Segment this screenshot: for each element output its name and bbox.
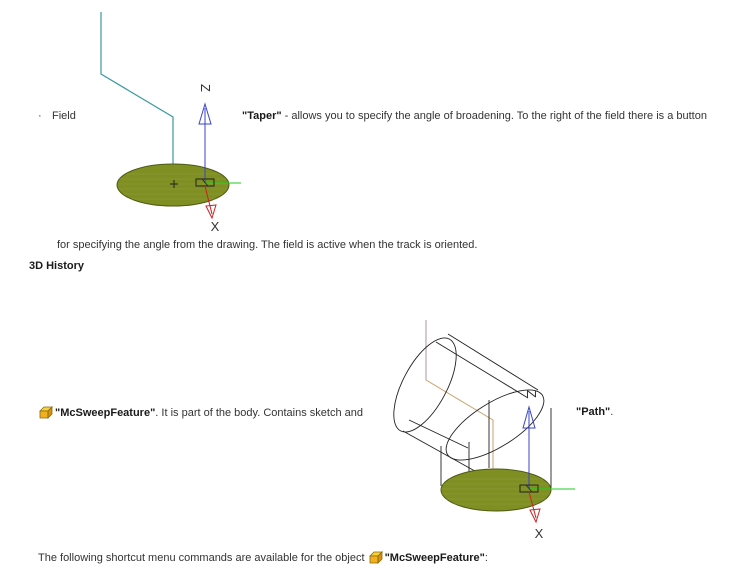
sweep-x-axis-label: X — [534, 526, 544, 541]
taper-description — [242, 110, 707, 122]
footer-suffix: : — [484, 552, 488, 564]
sweep-feature-icon — [368, 551, 383, 564]
feature-term: "McSweepFeature" — [55, 407, 156, 419]
section-heading: 3D History — [29, 260, 85, 272]
feature-description — [38, 406, 363, 419]
shortcut-menu-intro — [38, 551, 488, 564]
taper-text: - allows you to specify the angle of broadening. To the right of the field there is a button — [281, 110, 707, 122]
feature-text: . It is part of the body. Contains sketch and — [155, 407, 363, 419]
sweep-feature-icon — [38, 406, 53, 419]
base-disk — [117, 164, 229, 206]
footer-feature-term: "McSweepFeature" — [384, 552, 485, 564]
field-label: Field — [52, 110, 76, 122]
footer-text: The following shortcut menu commands are available for the object — [38, 552, 368, 564]
slanted-end-ellipse — [385, 329, 469, 441]
sweep-path-line — [426, 320, 493, 486]
x-axis-label: X — [210, 219, 220, 234]
path-term: "Path" — [576, 406, 611, 418]
taper-figure — [98, 12, 258, 234]
taper-continuation: for specifying the angle from the drawing. The field is active when the track is oriented. — [57, 239, 478, 251]
sweep-figure — [385, 318, 585, 544]
sweep-base-disk — [441, 469, 551, 511]
taper-term: "Taper" — [242, 110, 282, 122]
bullet-dot: · — [38, 110, 42, 122]
z-axis-label: Z — [198, 84, 213, 92]
path-line — [101, 12, 173, 182]
path-suffix: . — [610, 406, 614, 418]
sweep-z-axis-label: Z — [524, 390, 539, 398]
